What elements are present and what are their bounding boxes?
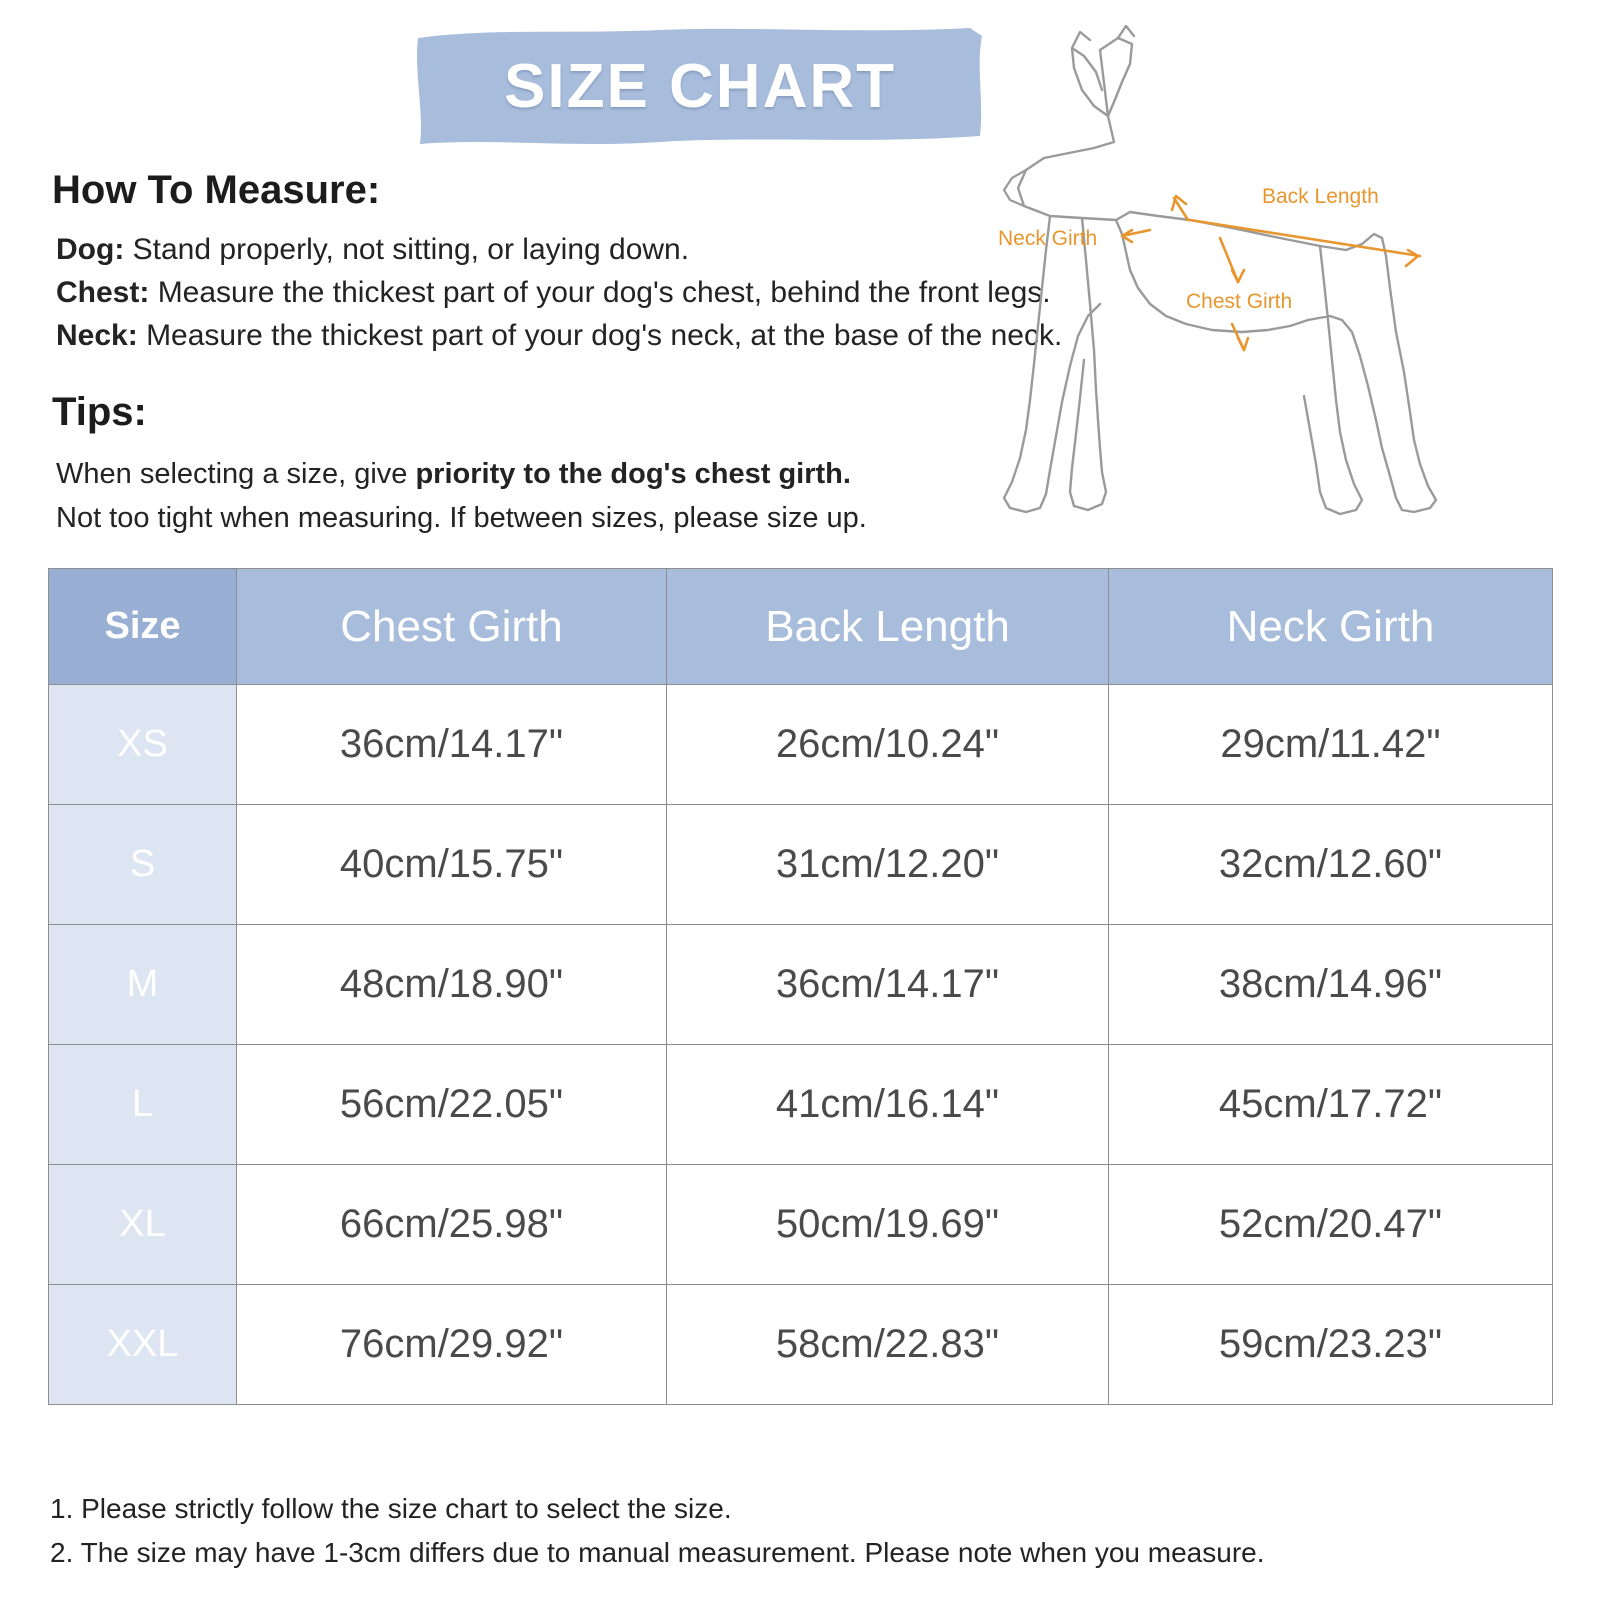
tips-heading: Tips: bbox=[52, 390, 147, 434]
footer-note: 2. The size may have 1-3cm differs due to manual measurement. Please note when you measure. bbox=[50, 1537, 1265, 1568]
table-row bbox=[49, 1165, 1553, 1285]
how-to-measure-text: Stand properly, not sitting, or laying down. bbox=[132, 233, 690, 266]
table-row bbox=[49, 925, 1553, 1045]
how-to-measure-label: Neck: bbox=[56, 319, 138, 352]
table-row bbox=[49, 805, 1553, 925]
table-header-row bbox=[49, 569, 1553, 685]
how-to-measure-row bbox=[56, 228, 1116, 271]
cell-neck: 38cm/14.96" bbox=[1109, 925, 1553, 1045]
column-header-size: Size bbox=[49, 569, 237, 685]
cell-neck: 52cm/20.47" bbox=[1109, 1165, 1553, 1285]
banner-title: SIZE CHART bbox=[504, 52, 896, 121]
how-to-measure-text: Measure the thickest part of your dog's neck, at the base of the neck. bbox=[146, 319, 1063, 352]
cell-chest: 56cm/22.05" bbox=[237, 1045, 667, 1165]
table-header bbox=[49, 569, 1553, 685]
footer-note: 1. Please strictly follow the size chart to select the size. bbox=[50, 1493, 732, 1524]
how-to-measure-row bbox=[56, 271, 1116, 314]
cell-chest: 48cm/18.90" bbox=[237, 925, 667, 1045]
how-to-measure-label: Chest: bbox=[56, 276, 150, 309]
tips-line1-prefix: When selecting a size, give bbox=[56, 458, 416, 490]
cell-neck: 45cm/17.72" bbox=[1109, 1045, 1553, 1165]
cell-back: 36cm/14.17" bbox=[667, 925, 1109, 1045]
tips-row: Not too tight when measuring. If between sizes, please size up. bbox=[56, 502, 867, 534]
table-row bbox=[49, 1285, 1553, 1405]
cell-back: 31cm/12.20" bbox=[667, 805, 1109, 925]
cell-size: XL bbox=[49, 1165, 237, 1285]
how-to-measure-heading: How To Measure: bbox=[52, 168, 381, 212]
how-to-measure-text: Measure the thickest part of your dog's chest, behind the front legs. bbox=[157, 276, 1051, 309]
cell-size: S bbox=[49, 805, 237, 925]
cell-neck: 59cm/23.23" bbox=[1109, 1285, 1553, 1405]
cell-chest: 76cm/29.92" bbox=[237, 1285, 667, 1405]
column-header-neck-girth: Neck Girth bbox=[1109, 569, 1553, 685]
table-body bbox=[49, 685, 1553, 1405]
column-header-back-length: Back Length bbox=[667, 569, 1109, 685]
cell-back: 50cm/19.69" bbox=[667, 1165, 1109, 1285]
dog-outline-icon bbox=[990, 20, 1570, 540]
footer-notes bbox=[50, 1487, 1550, 1575]
cell-size: M bbox=[49, 925, 237, 1045]
cell-size: XXL bbox=[49, 1285, 237, 1405]
tips-line1-emphasis: priority to the dog's chest girth. bbox=[415, 458, 851, 490]
diagram-label-chest-girth: Chest Girth bbox=[1186, 290, 1293, 313]
cell-back: 41cm/16.14" bbox=[667, 1045, 1109, 1165]
cell-chest: 66cm/25.98" bbox=[237, 1165, 667, 1285]
table-row bbox=[49, 685, 1553, 805]
diagram-label-back-length: Back Length bbox=[1262, 185, 1379, 208]
tips-row bbox=[56, 452, 1136, 496]
cell-neck: 29cm/11.42" bbox=[1109, 685, 1553, 805]
banner bbox=[410, 24, 990, 149]
how-to-measure-label: Dog: bbox=[56, 233, 125, 266]
table-row bbox=[49, 1045, 1553, 1165]
cell-size: XS bbox=[49, 685, 237, 805]
cell-chest: 40cm/15.75" bbox=[237, 805, 667, 925]
tips-list bbox=[56, 452, 1136, 540]
diagram-label-neck-girth: Neck Girth bbox=[998, 227, 1098, 250]
how-to-measure-row bbox=[56, 314, 1116, 357]
cell-chest: 36cm/14.17" bbox=[237, 685, 667, 805]
dog-diagram bbox=[990, 20, 1570, 540]
cell-back: 26cm/10.24" bbox=[667, 685, 1109, 805]
cell-neck: 32cm/12.60" bbox=[1109, 805, 1553, 925]
column-header-chest-girth: Chest Girth bbox=[237, 569, 667, 685]
how-to-measure-list bbox=[56, 228, 1116, 357]
cell-size: L bbox=[49, 1045, 237, 1165]
cell-back: 58cm/22.83" bbox=[667, 1285, 1109, 1405]
size-table bbox=[48, 568, 1553, 1405]
